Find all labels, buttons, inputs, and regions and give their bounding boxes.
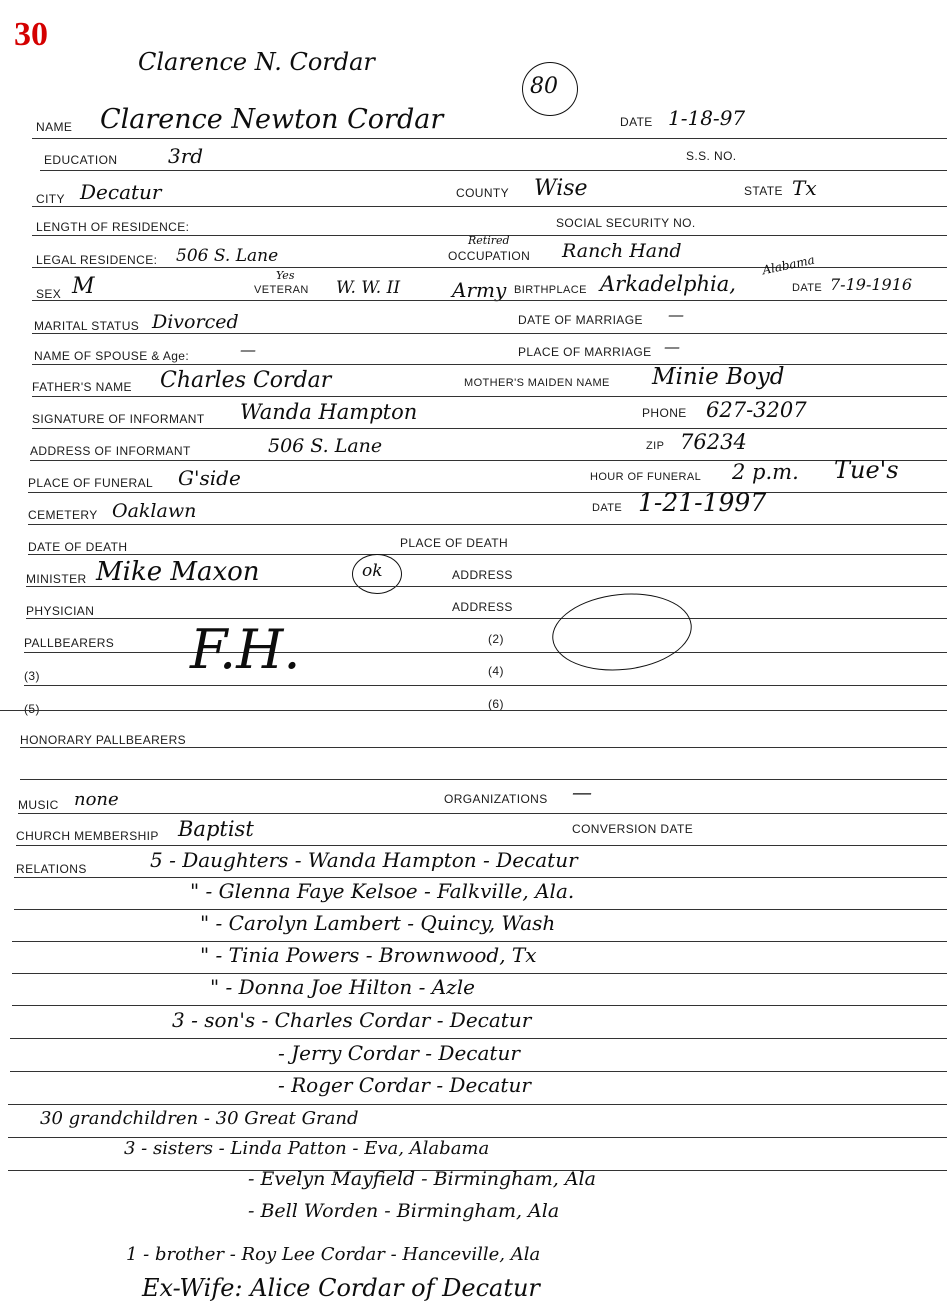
relation-item: - Bell Worden - Birmingham, Ala (248, 1200, 560, 1222)
space-ring (548, 587, 695, 677)
legal-residence-value: 506 S. Lane (176, 246, 279, 266)
relations-line-4 (12, 973, 947, 974)
pallbearer-slot-2: (2) (488, 632, 504, 646)
birth-date-label: DATE (792, 282, 823, 294)
occupation-value: Ranch Hand (562, 240, 682, 262)
relation-item: 3 - son's - Charles Cordar - Decatur (172, 1008, 532, 1032)
legal-residence-label: LEGAL RESIDENCE: (36, 253, 158, 267)
header-name: Clarence N. Cordar (138, 48, 375, 76)
pallbearer-slot-4: (4) (488, 664, 504, 678)
relation-item: 30 grandchildren - 30 Great Grand (40, 1108, 359, 1129)
sex-line (32, 300, 947, 301)
minister-label: MINISTER (26, 572, 87, 586)
county-label: COUNTY (456, 186, 510, 200)
relations-line-5 (12, 1005, 947, 1006)
birth-date-value: 7-19-1916 (830, 275, 913, 294)
relation-item: - Roger Cordar - Decatur (278, 1073, 531, 1097)
relation-item: - Evelyn Mayfield - Birmingham, Ala (248, 1168, 596, 1190)
honorary-line-1 (20, 747, 947, 748)
relation-item: " - Carolyn Lambert - Quincy, Wash (200, 911, 556, 935)
date-value: 1-18-97 (668, 106, 746, 130)
page-number: 30 (14, 16, 48, 53)
date-of-marriage-value: — (668, 305, 684, 324)
veteran-value: W. W. II (336, 278, 401, 298)
mothers-maiden-name-label: MOTHER'S MAIDEN NAME (464, 377, 610, 389)
occupation-note: Retired (468, 234, 510, 247)
name-value: Clarence Newton Cordar (100, 104, 444, 135)
address-of-informant-value: 506 S. Lane (268, 435, 383, 457)
veteran-label: VETERAN (254, 284, 309, 296)
occupation-label: OCCUPATION (448, 249, 531, 263)
marital-status-label: MARITAL STATUS (34, 319, 140, 333)
hour-of-funeral-value: 2 p.m. (732, 460, 799, 484)
county-value: Wise (534, 176, 588, 201)
pallbearer-slot-6: (6) (488, 697, 504, 711)
pallbearer-slot-5: (5) (24, 702, 40, 716)
minister-address-label: ADDRESS (452, 568, 513, 582)
parents-line (32, 396, 947, 397)
sex-label: SEX (36, 287, 62, 301)
relations-line-2 (14, 909, 947, 910)
place-of-funeral-value: G'side (178, 466, 241, 490)
date-of-death-label: DATE OF DEATH (28, 540, 128, 554)
sex-value: M (72, 274, 95, 299)
veteran-note: Yes (276, 269, 295, 282)
phone-value: 627-3207 (706, 398, 807, 422)
pallbearers-label: PALLBEARERS (24, 636, 115, 650)
mothers-maiden-name-value: Minie Boyd (652, 364, 785, 390)
pallbearers-line-1 (24, 652, 947, 653)
physician-label: PHYSICIAN (26, 604, 95, 618)
date-of-marriage-label: DATE OF MARRIAGE (518, 313, 643, 327)
education-value: 3rd (168, 144, 204, 168)
spouse-line (32, 364, 947, 365)
honorary-line-2 (20, 779, 947, 780)
circled-number: 80 (530, 74, 558, 99)
minister-note: ok (362, 561, 383, 581)
conversion-date-label: CONVERSION DATE (572, 822, 694, 836)
relations-label: RELATIONS (16, 862, 87, 876)
death-line (28, 554, 947, 555)
funeral-line (28, 492, 947, 493)
zip-value: 76234 (680, 430, 747, 454)
place-of-funeral-label: PLACE OF FUNERAL (28, 476, 154, 490)
music-line (18, 813, 947, 814)
relations-line-3 (12, 941, 947, 942)
signature-of-informant-value: Wanda Hampton (240, 400, 418, 424)
hour-of-funeral-label: HOUR OF FUNERAL (590, 471, 702, 483)
fathers-name-label: FATHER'S NAME (32, 380, 132, 394)
place-of-marriage-label: PLACE OF MARRIAGE (518, 345, 652, 359)
education-line (40, 170, 947, 171)
pallbearer-slot-3: (3) (24, 669, 40, 683)
place-of-marriage-value: — (664, 337, 680, 356)
relation-item: 5 - Daughters - Wanda Hampton - Decatur (150, 848, 578, 872)
honorary-pallbearers-label: HONORARY PALLBEARERS (20, 733, 187, 747)
music-value: none (74, 789, 119, 810)
city-label: CITY (36, 192, 65, 206)
cemetery-value: Oaklawn (112, 500, 197, 522)
relations-line-6 (10, 1038, 947, 1039)
place-of-death-label: PLACE OF DEATH (400, 536, 509, 550)
zip-label: ZIP (646, 440, 665, 452)
relation-item: " - Tinia Powers - Brownwood, Tx (200, 943, 537, 967)
church-membership-label: CHURCH MEMBERSHIP (16, 829, 159, 843)
pallbearers-line-3 (0, 710, 947, 711)
minister-value: Mike Maxon (96, 557, 260, 587)
relation-item: " - Glenna Faye Kelsoe - Falkville, Ala. (190, 879, 575, 903)
hour-of-funeral-extra: Tue's (834, 456, 899, 484)
signature-of-informant-label: SIGNATURE OF INFORMANT (32, 412, 205, 426)
funeral-date-label: DATE (592, 502, 623, 514)
date-label: DATE (620, 115, 653, 129)
minister-line (26, 586, 947, 587)
relations-line-7 (10, 1071, 947, 1072)
relations-line-8 (8, 1104, 947, 1105)
informant-address-line (30, 460, 947, 461)
social-security-no-label: SOCIAL SECURITY NO. (556, 216, 696, 230)
length-of-residence-label: LENGTH OF RESIDENCE: (36, 220, 190, 234)
spouse-value: — (240, 340, 256, 359)
relation-item: 1 - brother - Roy Lee Cordar - Hanceville, Ala (126, 1244, 541, 1265)
address-of-informant-label: ADDRESS OF INFORMANT (30, 444, 191, 458)
relation-item: 3 - sisters - Linda Patton - Eva, Alabama (124, 1138, 490, 1159)
state-label: STATE (744, 184, 783, 198)
army-value: Army (452, 278, 507, 302)
funeral-date-value: 1-21-1997 (638, 488, 767, 517)
cemetery-line (28, 524, 947, 525)
pallbearers-value: F.H. (190, 618, 301, 681)
name-line (32, 138, 947, 139)
relations-line-1 (14, 877, 947, 878)
physician-address-label: ADDRESS (452, 600, 513, 614)
state-value: Tx (792, 176, 817, 200)
cemetery-label: CEMETERY (28, 508, 98, 522)
birthplace-value: Arkadelphia, (600, 272, 736, 296)
spouse-label: NAME OF SPOUSE & Age: (34, 349, 190, 363)
relation-item: - Jerry Cordar - Decatur (278, 1041, 520, 1065)
relation-item: " - Donna Joe Hilton - Azle (210, 975, 475, 999)
pallbearers-line-2 (24, 685, 947, 686)
ss-no-label: S.S. NO. (686, 149, 737, 163)
music-label: MUSIC (18, 798, 59, 812)
church-line (16, 845, 947, 846)
city-line (32, 206, 947, 207)
city-value: Decatur (80, 180, 162, 204)
organizations-label: ORGANIZATIONS (444, 792, 548, 806)
relation-item: Ex-Wife: Alice Cordar of Decatur (142, 1274, 540, 1302)
physician-line (26, 618, 947, 619)
birthplace-note: Alabama (761, 252, 816, 278)
informant-line (32, 428, 947, 429)
phone-label: PHONE (642, 406, 687, 420)
birthplace-label: BIRTHPLACE (514, 284, 587, 296)
marital-line (32, 333, 947, 334)
organizations-value: — (572, 780, 592, 804)
church-membership-value: Baptist (178, 817, 254, 841)
education-label: EDUCATION (44, 153, 118, 167)
name-label: NAME (36, 120, 73, 134)
marital-status-value: Divorced (152, 311, 239, 333)
fathers-name-value: Charles Cordar (160, 368, 332, 393)
